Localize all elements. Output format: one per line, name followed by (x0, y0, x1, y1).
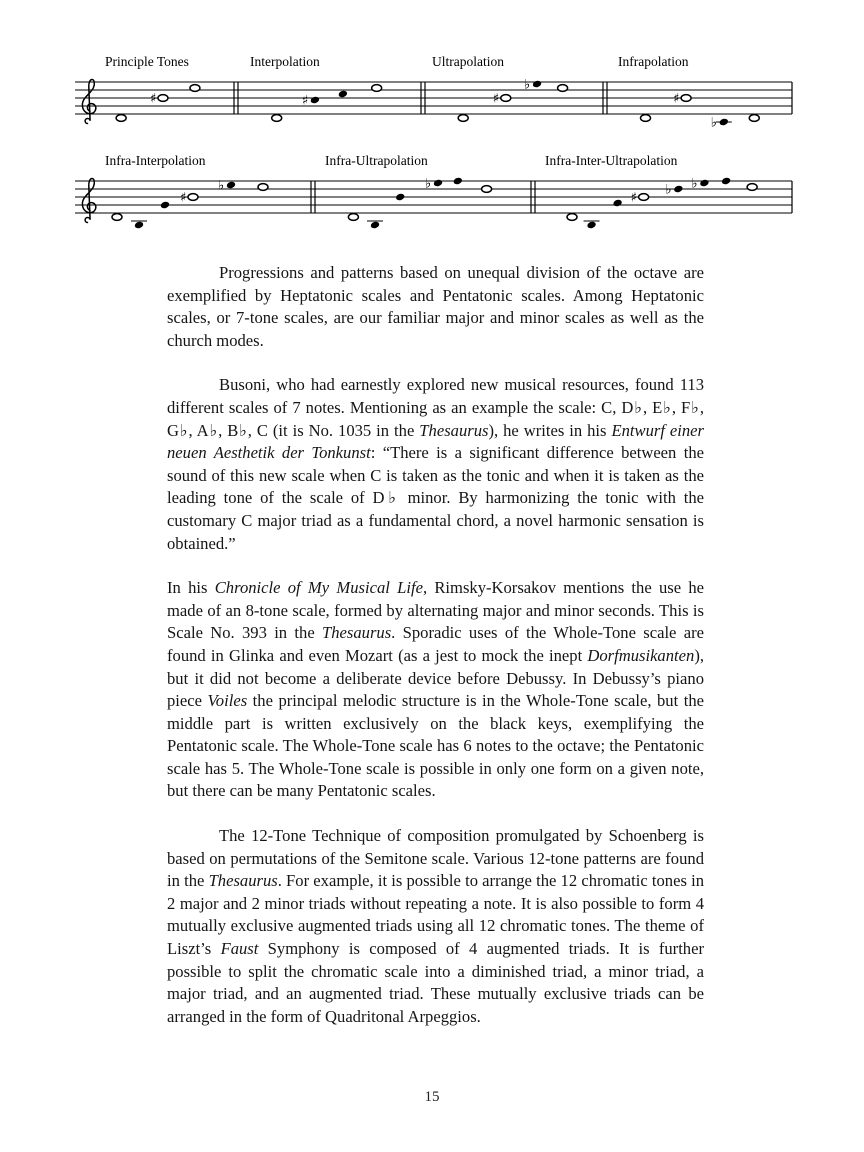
whole-note (681, 95, 691, 102)
staff-label: Interpolation (250, 54, 320, 69)
staff-svg-1 (0, 70, 864, 142)
page-number: 15 (424, 1089, 440, 1105)
accidental: ♭ (425, 176, 432, 192)
whole-note (272, 115, 282, 122)
body-text (167, 262, 704, 1028)
whole-note (116, 115, 126, 122)
note (134, 221, 144, 230)
whole-note (641, 115, 651, 122)
note (370, 221, 380, 230)
text-segment: Thesaurus (322, 623, 392, 643)
accidental: ♭ (665, 182, 672, 198)
text-segment: . For example, it is possible to arrange the 12 chromatic tones in 2 major and 2 minor triads without repeating a note. It is also possible to form 4 mutually exclusive augmented triads using all 12 chromatic tones. The theme of Liszt’s (167, 871, 704, 959)
accidental: ♭ (691, 176, 698, 192)
accidental: ♯ (301, 93, 309, 109)
whole-note (458, 115, 468, 122)
treble-clef-icon (82, 179, 95, 223)
whole-note (188, 194, 198, 201)
accidental: ♯ (492, 91, 500, 107)
whole-note (158, 95, 168, 102)
text-segment: : “There is a significant difference between the sound of this new scale when C is taken as the tonic and when it is taken as the leading tone of the scale of D♭ minor. By harmonizing the tonic with the customary C major triad as a fundamental chord, a novel harmonic sensation is obtained.” (167, 443, 704, 553)
text-segment: The 12-Tone Technique of composition promulgated by Schoenberg is based on permutations of the Semitone scale. Various 12-tone patterns are found in the (167, 826, 704, 891)
note (613, 199, 623, 208)
note (699, 179, 709, 188)
whole-note (747, 184, 757, 191)
text-segment: Symphony is composed of 4 augmented triads. It is further possible to split the chromatic scale into a diminished triad, a minor triad, a major triad, and an augmented triad. These mutually exclusive triads can be arranged in the form of Quadritonal Arpeggios. (167, 939, 704, 1026)
accidental: ♯ (180, 190, 187, 206)
text-segment: Thesaurus (419, 420, 489, 440)
text-segment: Thesaurus (208, 871, 278, 891)
whole-note (558, 85, 568, 92)
note (310, 96, 320, 105)
staff-label: Infra-Interpolation (105, 153, 206, 168)
whole-note (112, 214, 122, 221)
text-segment: Dorfmusikanten (587, 645, 695, 665)
text-segment: Chronicle of My Musical Life (214, 578, 423, 598)
staff-system-1 (0, 52, 864, 151)
staff-label: Infra-Ultrapolation (325, 153, 428, 168)
text-segment: Entwurf einer neuen Aesthetik der Tonkunst (167, 420, 704, 463)
paragraph (167, 374, 704, 555)
staff-label: Infra-Inter-Ultrapolation (545, 153, 678, 168)
staff-label: Ultrapolation (432, 54, 504, 69)
whole-note (348, 214, 358, 221)
whole-note (190, 85, 200, 92)
paragraph (167, 577, 704, 803)
accidental: ♭ (524, 77, 531, 93)
note (338, 90, 348, 99)
text-segment: the principal melodic structure is in the Whole-Tone scale, but the middle part is written exclusively on the black keys, exemplifying the Pentatonic scale. The Whole-Tone scale has 6 notes to the octave; the Pentatonic scale has 5. The Whole-Tone scale is possible in only one form on a given note, but there can be many Pentatonic scales. (167, 691, 704, 801)
text-segment: . Sporadic uses of the Whole-Tone scale are found in Glinka and even Mozart (as a jest to mock the inept (167, 623, 704, 665)
note (395, 193, 405, 202)
paragraph (167, 825, 704, 1028)
staff-system-2 (0, 151, 864, 250)
staff-svg-2 (0, 169, 864, 241)
note (587, 221, 597, 230)
text-segment: In his (167, 578, 215, 598)
staff-label: Principle Tones (105, 54, 189, 69)
notation-block (0, 0, 864, 250)
text-segment: ), he writes in his (488, 420, 612, 440)
text-segment: ), but it did not become a deliberate device before Debussy. In Debussy’s piano piece (167, 645, 704, 711)
note (719, 118, 729, 127)
note (433, 179, 443, 188)
paragraph (167, 262, 704, 352)
note (160, 201, 170, 210)
note (453, 177, 463, 186)
text-segment: , Rimsky-Korsakov mentions the use he made of an 8-tone scale, formed by alternating major and minor seconds. This is Scale No. 393 in the (167, 578, 705, 643)
whole-note (482, 186, 492, 193)
accidental: ♯ (673, 91, 680, 107)
note (721, 177, 731, 186)
whole-note (501, 95, 511, 102)
whole-note (749, 115, 759, 122)
whole-note (372, 85, 382, 92)
accidental: ♭ (710, 115, 717, 131)
text-segment: Busoni, who had earnestly explored new musical resources, found 113 different scales of 7 notes. Mentioning as an example the scale: C, D♭, E♭, F♭, G♭, A♭, B♭, C (it is No. 1035 in the (167, 375, 704, 440)
accidental: ♭ (218, 178, 225, 194)
text-segment: Voiles (207, 691, 248, 711)
accidental: ♯ (149, 91, 157, 107)
note (226, 181, 236, 190)
accidental: ♯ (630, 190, 637, 206)
staff-label: Infrapolation (618, 54, 689, 69)
whole-note (639, 194, 649, 201)
note (532, 80, 542, 89)
treble-clef-icon (82, 80, 95, 124)
whole-note (567, 214, 577, 221)
text-segment: Faust (220, 939, 259, 959)
note (673, 185, 683, 194)
whole-note (258, 184, 268, 191)
text-segment: Progressions and patterns based on unequal division of the octave are exemplified by Heptatonic scales and Pentatonic scales. Among Heptatonic scales, or 7-tone scales, are our familiar major and minor scales as well as the church modes. (167, 263, 704, 350)
